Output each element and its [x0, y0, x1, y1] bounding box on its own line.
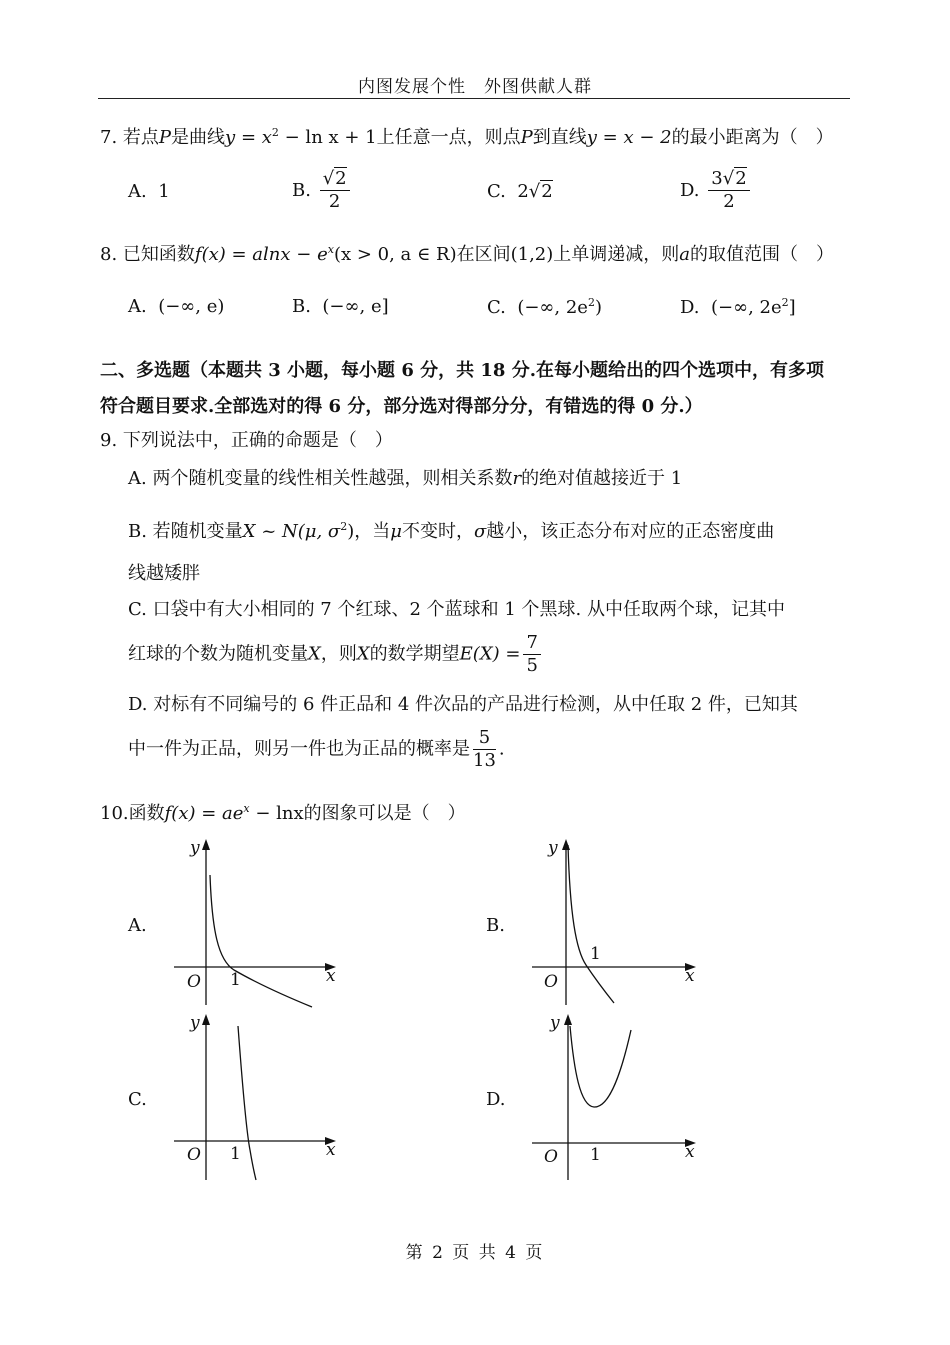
q9-option-c-line2: [128, 632, 544, 677]
q9-option-b-exp: 2: [340, 520, 348, 533]
graph-b-origin-label: O: [544, 972, 558, 992]
q8-option-b-label: B.: [292, 296, 311, 317]
page-footer: 第 2 页 共 4 页: [405, 1243, 545, 1263]
q9-option-d-pre: 中一件为正品，则另一件也为正品的概率是: [128, 738, 470, 760]
q10-option-c-label: C.: [128, 1089, 147, 1110]
q7-point-p2: P: [520, 127, 533, 148]
q7-option-b-label: B.: [292, 180, 311, 201]
q7-curve-exp: 2: [271, 126, 279, 139]
q10-graph-c: [170, 1010, 350, 1185]
q9-option-a-text: A. 两个随机变量的线性相关性越强，则相关系数: [128, 468, 513, 489]
q8-number: 8.: [100, 244, 118, 265]
q9-option-c-expectation: E(X) =: [459, 643, 521, 665]
q8-option-b-value: (−∞, e]: [322, 296, 389, 317]
q8-option-d-exp: 2: [781, 296, 789, 309]
q9-option-b-mu: μ: [390, 521, 402, 542]
q9-option-c-pre: 红球的个数为随机变量: [128, 643, 308, 665]
q9-option-b-line1: [128, 513, 774, 546]
q8-option-a: [128, 296, 224, 317]
q9-option-b-pre: B. 若随机变量: [128, 521, 243, 542]
q10-function-exp: x: [243, 802, 250, 815]
graph-d-x-label: x: [685, 1142, 695, 1162]
q10-function: f(x) = ae: [164, 803, 244, 824]
q7-option-d-radicand: 2: [735, 168, 747, 189]
section-2-heading-line1: 二、多选题（本题共 3 小题，每小题 6 分，共 18 分.在每小题给出的四个选项中，有多项: [100, 360, 824, 381]
q8-option-d-label: D.: [680, 297, 700, 318]
graph-a-origin-label: O: [187, 972, 201, 992]
q8-option-a-value: (−∞, e): [158, 296, 225, 317]
graph-a-y-arrow-icon: [202, 839, 210, 850]
q9-option-c-line1: C. 口袋中有大小相同的 7 个红球、2 个蓝球和 1 个黑球. 从中任取两个球，记其中: [128, 599, 785, 620]
q7-option-d-coef: 3: [711, 168, 723, 189]
q7-option-d-denominator: 2: [723, 191, 735, 212]
q8-option-b: [292, 296, 389, 317]
q10-text-tail: 的图象可以是（ ）: [303, 803, 466, 824]
q10-graph-d: [528, 1010, 708, 1185]
header-rule: [98, 98, 850, 99]
q7-text-mid2: 上任意一点，则点: [376, 127, 521, 148]
question-7-stem: [100, 119, 834, 152]
graph-b-curve: [568, 845, 614, 1003]
q8-option-d-value: (−∞, 2e: [710, 297, 782, 318]
q7-option-b: [292, 168, 353, 213]
q9-option-c-x2: X: [356, 643, 370, 665]
q9-option-d-line2: [128, 727, 505, 772]
graph-d-y-arrow-icon: [564, 1014, 572, 1025]
q7-option-c-radicand: 2: [541, 181, 553, 202]
q8-text-pre: 已知函数: [122, 244, 195, 265]
q9-option-c-mid: ，则: [320, 643, 357, 665]
q9-option-c-fraction: [523, 632, 540, 677]
q7-option-c: C. 2√2: [487, 181, 553, 202]
q9-option-d-denominator: 13: [473, 750, 496, 771]
graph-a-one-label: 1: [230, 970, 241, 990]
graph-c-origin-label: O: [187, 1145, 201, 1165]
q9-option-d-numerator: 5: [473, 727, 496, 750]
q7-text-pre: 若点: [122, 127, 159, 148]
graph-b-x-label: x: [685, 966, 695, 986]
q7-line: y = x − 2: [586, 127, 672, 148]
q8-option-d-close: ]: [788, 297, 796, 318]
q9-option-c-numerator: 7: [523, 632, 540, 655]
q8-option-d: [680, 296, 796, 318]
q7-curve: y = x: [225, 127, 272, 148]
q8-text-mid: 在区间: [456, 244, 511, 265]
graph-b-one-label: 1: [590, 944, 601, 964]
graph-a-curve: [210, 875, 312, 1007]
section-2-heading-line2: 符合题目要求.全部选对的得 6 分，部分选对得部分分，有错选的得 0 分.）: [100, 396, 703, 417]
q8-option-c: [487, 296, 602, 318]
page-header: 内图发展个性 外图供献人群: [358, 77, 592, 97]
q7-option-d: [680, 168, 753, 213]
question-9-stem: 9. 下列说法中，正确的命题是（ ）: [100, 430, 393, 451]
q7-option-b-fraction: $\frac{√2}{2}$: [320, 168, 350, 213]
q10-option-d-label: D.: [486, 1089, 506, 1110]
question-8-stem: [100, 236, 834, 269]
graph-d-curve: [570, 1026, 631, 1107]
graph-a-y-label: y: [190, 838, 200, 858]
graph-c-y-label: y: [190, 1013, 200, 1033]
q7-text-tail: 的最小距离为（ ）: [671, 127, 834, 148]
q7-point-p: P: [158, 127, 172, 148]
q9-option-b-mid: ，当: [354, 521, 391, 542]
q8-interval: (1,2): [510, 244, 554, 265]
graph-a-x-label: x: [326, 966, 336, 986]
q8-option-c-label: C.: [487, 297, 506, 318]
q8-option-c-value: (−∞, 2e: [517, 297, 588, 318]
q8-function: f(x) = alnx − e: [194, 244, 328, 265]
q9-option-b-distribution: X ~ N(μ, σ: [242, 521, 341, 542]
q8-option-a-label: A.: [128, 296, 147, 317]
graph-c-x-label: x: [326, 1140, 336, 1160]
graph-d-origin-label: O: [544, 1147, 558, 1167]
graph-d-one-label: 1: [590, 1145, 601, 1165]
q8-option-c-exp: 2: [587, 296, 595, 309]
q9-option-a: [128, 465, 682, 493]
graph-b-y-label: y: [548, 838, 558, 858]
q9-option-b-mid2: 不变时，: [401, 521, 474, 542]
q7-text-mid1: 是曲线: [171, 127, 226, 148]
q10-text-pre: 10.函数: [100, 803, 165, 824]
q7-option-d-label: D.: [680, 180, 700, 201]
q9-option-a-r: r: [512, 468, 522, 489]
graph-c-one-label: 1: [230, 1144, 241, 1164]
q9-option-a-tail: 的绝对值越接近于 1: [521, 468, 683, 489]
q10-option-a-label: A.: [128, 915, 147, 936]
q8-option-c-close: ): [594, 297, 602, 318]
q10-graph-a: [170, 835, 350, 1010]
q7-text-mid3: 到直线: [532, 127, 587, 148]
q7-option-a-value: 1: [158, 181, 170, 202]
q8-text-mid2: 上单调递减，则: [553, 244, 680, 265]
q7-option-b-numerator: 2: [335, 168, 347, 189]
q7-number: 7.: [100, 127, 118, 148]
q9-option-d-line1: D. 对标有不同编号的 6 件正品和 4 件次品的产品进行检测，从中任取 2 件，已知其: [128, 694, 798, 715]
graph-c-y-arrow-icon: [202, 1014, 210, 1025]
q9-option-b-tail: 越小，该正态分布对应的正态密度曲: [486, 521, 775, 542]
q8-condition: (x > 0, a ∈ R): [333, 244, 457, 265]
graph-b-y-arrow-icon: [562, 839, 570, 850]
q7-option-d-fraction: $\frac{3√2}{2}$: [708, 168, 749, 213]
q10-function-tail: − lnx: [249, 803, 304, 824]
graph-d-y-label: y: [550, 1013, 560, 1033]
q10-option-b-label: B.: [486, 915, 505, 936]
q7-curve-tail: − ln x + 1: [278, 127, 377, 148]
q9-option-b-close: ): [347, 521, 355, 542]
q7-option-c-label: C.: [487, 181, 506, 202]
q7-option-b-denominator: 2: [328, 191, 341, 212]
q9-option-b-line2: 线越矮胖: [128, 563, 200, 584]
question-10-stem: [100, 795, 466, 828]
q8-function-exp: x: [327, 243, 334, 256]
q9-option-d-tail: .: [498, 738, 505, 760]
q7-option-a: [128, 181, 170, 202]
q8-text-tail: 的取值范围（ ）: [690, 244, 835, 265]
q9-option-c-denominator: 5: [526, 655, 538, 676]
q9-option-d-fraction: [473, 727, 496, 772]
q10-graph-b: [528, 835, 708, 1010]
q9-option-c-mid2: 的数学期望: [369, 643, 460, 665]
q7-option-a-label: A.: [128, 181, 147, 202]
q7-option-c-coef: 2: [517, 181, 529, 202]
q9-option-b-sigma: σ: [473, 521, 487, 542]
q8-param-a: a: [679, 244, 691, 265]
q9-option-c-x: X: [308, 643, 321, 665]
